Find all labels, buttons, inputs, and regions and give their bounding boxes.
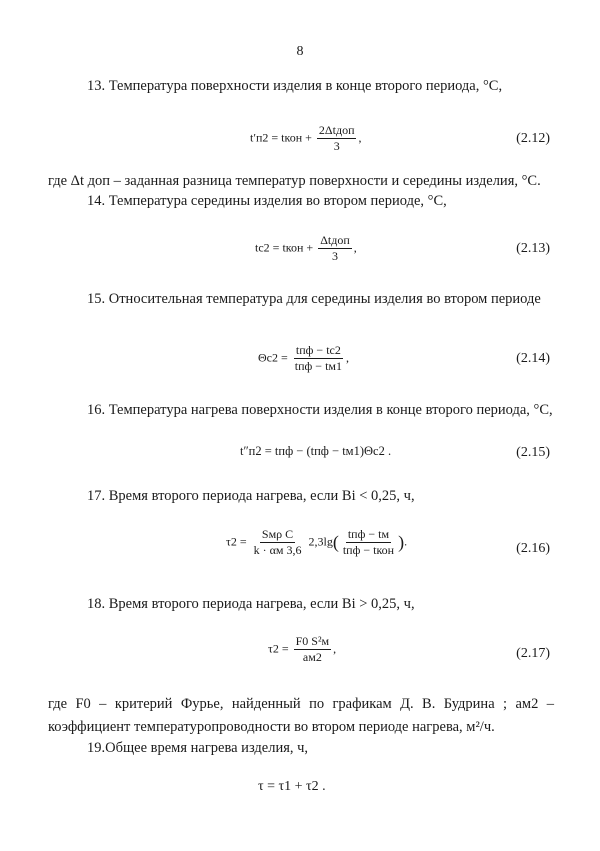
numerator: 2Δtдоп [318,123,355,137]
equation-number-2-16: (2.16) [516,541,550,556]
fraction [252,528,304,557]
formula-lhs: t′п2 = [250,130,279,145]
close-paren: ) [398,532,405,552]
numerator: Δtдоп [320,233,350,247]
numerator: Sмρ C [261,527,294,541]
item-13-text: 13. Температура поверхности изделия в конце второго периода, °С, [87,78,503,94]
fraction [317,124,357,153]
numerator: tпф − tс2 [295,343,341,357]
formula-2-17: τ2 = $\frac{\text{F0 S²м}}{aм2}$ , [268,634,337,664]
formula-log: 2,3lg [308,534,333,549]
where-1-text: где Δt доп – заданная разница температур поверхности и середины изделия, °С. [48,173,541,189]
fraction [293,344,344,373]
denominator: 3 [333,139,340,153]
denominator: k · αм 3,6 [253,543,302,557]
open-paren: ( [332,532,339,552]
formula-lhs: tс2 = [255,240,280,255]
formula-lhs: τ2 = [226,534,247,549]
inner-numerator: tпф − tм [347,527,390,541]
page-number: 8 [296,44,304,59]
numerator: F0 S²м [295,634,330,648]
formula-2-14: Θс2 = $\frac{\text{tпф − tс2}}{\text{tпф − tм1}}$ , [258,343,349,373]
formula-lhs: τ2 = [268,641,289,656]
item-15-text: 15. Относительная температура для середины изделия во втором периоде [87,291,541,307]
denominator: aм2 [302,650,322,664]
fraction [294,635,332,664]
item-18-text: 18. Время второго периода нагрева, если Bi > 0,25, ч, [87,596,415,612]
formula-lhs: Θс2 = [258,350,288,365]
equation-number-2-14: (2.14) [516,351,550,366]
inner-denominator: tпф − tкон [342,543,395,557]
denominator: tпф − tм1 [294,359,342,373]
item-17-text: 17. Время второго периода нагрева, если Bi < 0,25, ч, [87,488,415,504]
formula-term: tкон + [282,240,314,255]
item-14-text: 14. Температура середины изделия во втором периоде, °С, [87,193,447,209]
formula-2-16: τ2 = $\frac{\text{Sмρ C}}{k \cdot \alpha м 3,6}$ 2,3lg( $\frac{\text{tпф − tм}}{\text{tпф − tкон}}$ ). [226,527,408,557]
fraction [318,234,352,263]
formula-2-15: t″п2 = tпф − (tпф − tм1)Θс2 . [240,444,392,458]
formula-2-12: t′п2 = tкон + $\frac{\text{2Δtдоп}}{3}$ , [250,123,362,153]
formula-2-13: tс2 = tкон + $\frac{\text{Δtдоп}}{3}$ , [255,233,357,263]
item-19-text: 19.Общее время нагрева изделия, ч, [87,740,309,756]
formula-term: tкон + [281,130,312,145]
equation-number-2-15: (2.15) [516,445,550,460]
equation-number-2-13: (2.13) [516,241,550,256]
inner-fraction [341,528,396,557]
where-2-text: где F0 – критерий Фурье, найденный по графикам Д. В. Будрина ; aм2 – коэффициент температуропроводности во втором периоде нагрева, м²/ч. [48,696,554,735]
item-16-text: 16. Температура нагрева поверхности изделия в конце второго периода, °С, [87,402,553,418]
equation-number-2-12: (2.12) [516,131,550,146]
equation-number-2-17: (2.17) [516,646,550,661]
formula-total-time: τ = τ1 + τ2 . [258,779,326,794]
denominator: 3 [331,249,338,263]
